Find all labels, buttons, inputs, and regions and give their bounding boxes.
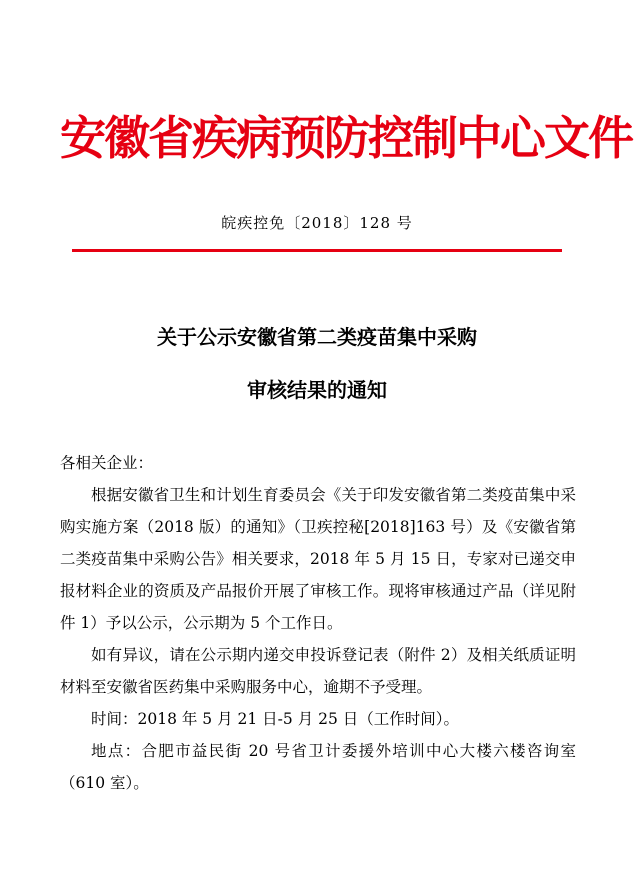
paragraph-objection: 如有异议，请在公示期内递交申投诉登记表（附件 2）及相关纸质证明材料至安徽省医药集中采购服务中心，逾期不予受理。 <box>60 646 576 696</box>
notice-body <box>60 447 576 799</box>
notice-title-line-1: 关于公示安徽省第二类疫苗集中采购 <box>157 325 477 349</box>
paragraph-basis: 根据安徽省卫生和计划生育委员会《关于印发安徽省第二类疫苗集中采购实施方案（2018 版）的通知》（卫疾控秘[2018]163 号）及《安徽省第二类疫苗集中采购公告》相关要求，2018 年 5 月 15 日，专家对已递交申报材料企业的资质及产品报价开展了审核工作。现将审核通过产品（详见附件 1）予以公示，公示期为 5 个工作日。 <box>60 486 576 632</box>
salutation: 各相关企业： <box>60 454 154 472</box>
notice-title-line-2: 审核结果的通知 <box>247 378 387 402</box>
document-number: 皖疾控免〔2018〕128 号 <box>221 214 413 232</box>
letterhead-divider <box>72 249 562 252</box>
paragraph-location: 地点：合肥市益民街 20 号省卫计委援外培训中心大楼六楼咨询室（610 室）。 <box>60 742 576 792</box>
paragraph-time: 时间：2018 年 5 月 21 日-5 月 25 日（工作时间）。 <box>91 710 460 728</box>
letterhead-title: 安徽省疾病预防控制中心文件 <box>60 111 632 165</box>
